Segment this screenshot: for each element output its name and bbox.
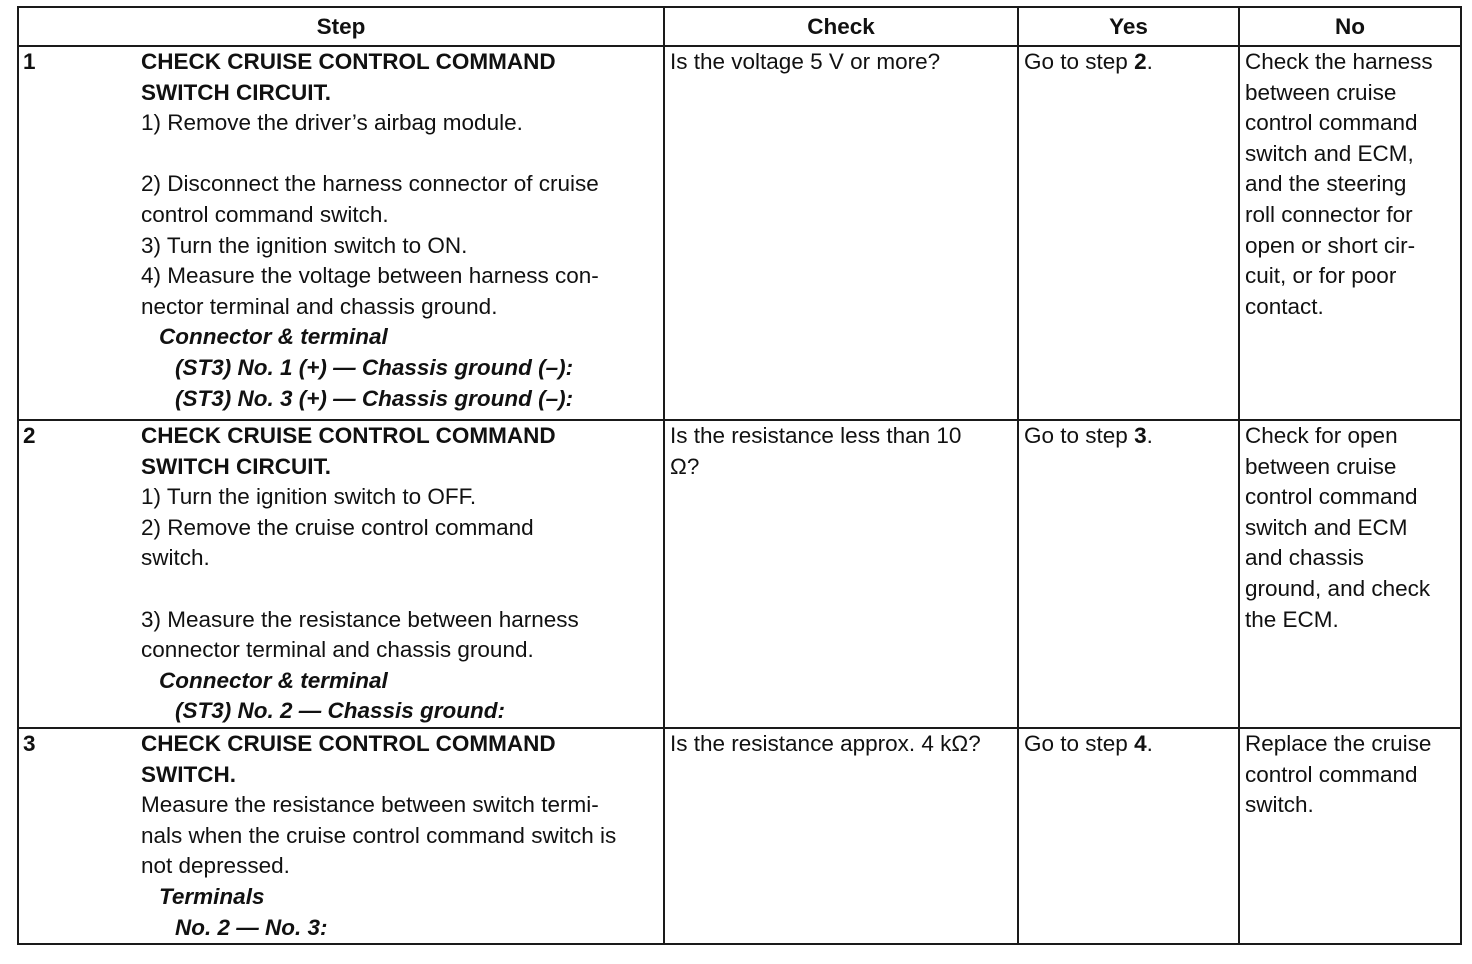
check-cell [664,420,1018,728]
step-instruction: switch. [141,545,210,571]
spacer [141,139,657,170]
no-line: switch and ECM, [1245,140,1414,166]
step-number: 3 [23,730,36,756]
step-title-line: SWITCH CIRCUIT. [141,453,331,479]
yes-suffix: . [1146,49,1153,74]
check-cell [664,46,1018,420]
no-line: switch and ECM [1245,514,1408,540]
step-number: 1 [23,49,36,74]
no-line: control command [1245,761,1418,787]
no-line: Replace the cruise [1245,730,1432,756]
table-header-row [18,7,1461,46]
yes-suffix: . [1146,423,1153,448]
step-instruction: Measure the resistance between switch termi- [141,792,599,818]
yes-cell [1018,420,1239,728]
spec-line: (ST3) No. 1 (+) — Chassis ground (–): [175,354,574,380]
no-line: between cruise [1245,453,1397,479]
spec-line: (ST3) No. 2 — Chassis ground: [175,698,506,724]
step-instruction: 4) Measure the voltage between harness con- [141,263,599,289]
spec-heading: Terminals [159,883,265,909]
no-line: ground, and check [1245,575,1431,601]
yes-cell [1018,728,1239,944]
no-line: and the steering [1245,171,1407,197]
step-instruction: not depressed. [141,853,290,879]
step-instruction: connector terminal and chassis ground. [141,637,534,663]
step-title-line: SWITCH CIRCUIT. [141,79,331,105]
no-cell [1239,420,1461,728]
yes-step-number: 3 [1134,423,1147,448]
step-instruction: control command switch. [141,201,389,227]
yes-text: Go to step [1024,423,1135,448]
no-line: control command [1245,110,1418,136]
yes-step-number: 4 [1134,730,1147,756]
check-cell [664,728,1018,944]
step-title-line: CHECK CRUISE CONTROL COMMAND [141,49,556,74]
header-no: No [1239,7,1461,46]
no-line: cuit, or for poor [1245,263,1397,289]
no-line: roll connector for [1245,201,1413,227]
spacer [141,574,657,605]
step-instruction: 2) Disconnect the harness connector of cruise [141,171,599,197]
step-number: 2 [23,423,36,448]
step-cell [18,420,664,728]
no-cell [1239,46,1461,420]
no-line: the ECM. [1245,606,1339,632]
yes-cell [1018,46,1239,420]
step-instruction: 1) Remove the driver’s airbag module. [141,110,523,136]
header-step: Step [18,7,664,46]
no-line: between cruise [1245,79,1397,105]
step-instruction: 3) Measure the resistance between harness [141,606,579,632]
step-instruction: nals when the cruise control command switch is [141,822,617,848]
no-cell [1239,728,1461,944]
table-row [18,728,1461,944]
no-line: control command [1245,484,1418,510]
step-cell [18,46,664,420]
no-line: and chassis [1245,545,1364,571]
yes-text: Go to step [1024,730,1135,756]
spec-line: (ST3) No. 3 (+) — Chassis ground (–): [175,385,574,411]
check-question-line: Is the resistance less than 10 [670,423,962,448]
yes-step-number: 2 [1134,49,1147,74]
spec-heading: Connector & terminal [159,667,388,693]
header-yes: Yes [1018,7,1239,46]
yes-text: Go to step [1024,49,1135,74]
header-check: Check [664,7,1018,46]
spec-heading: Connector & terminal [159,324,388,350]
step-title-line: SWITCH. [141,761,236,787]
diagnostic-table [17,6,1462,945]
check-question-line: Ω? [670,453,700,479]
step-instruction: 3) Turn the ignition switch to ON. [141,232,468,258]
table-row [18,420,1461,728]
no-line: switch. [1245,792,1314,818]
step-instruction: 1) Turn the ignition switch to OFF. [141,484,477,510]
spec-line: No. 2 — No. 3: [175,914,328,940]
step-title-line: CHECK CRUISE CONTROL COMMAND [141,730,556,756]
no-line: Check for open [1245,423,1398,448]
no-line: open or short cir- [1245,232,1416,258]
diagnostic-procedure-page [17,6,1460,945]
step-instruction: nector terminal and chassis ground. [141,293,498,319]
yes-suffix: . [1146,730,1153,756]
step-instruction: 2) Remove the cruise control command [141,514,534,540]
step-cell [18,728,664,944]
check-question: Is the resistance approx. 4 kΩ? [670,730,981,756]
step-title-line: CHECK CRUISE CONTROL COMMAND [141,423,556,448]
no-line: contact. [1245,293,1324,319]
check-question: Is the voltage 5 V or more? [670,49,941,74]
no-line: Check the harness [1245,49,1433,74]
table-row [18,46,1461,420]
